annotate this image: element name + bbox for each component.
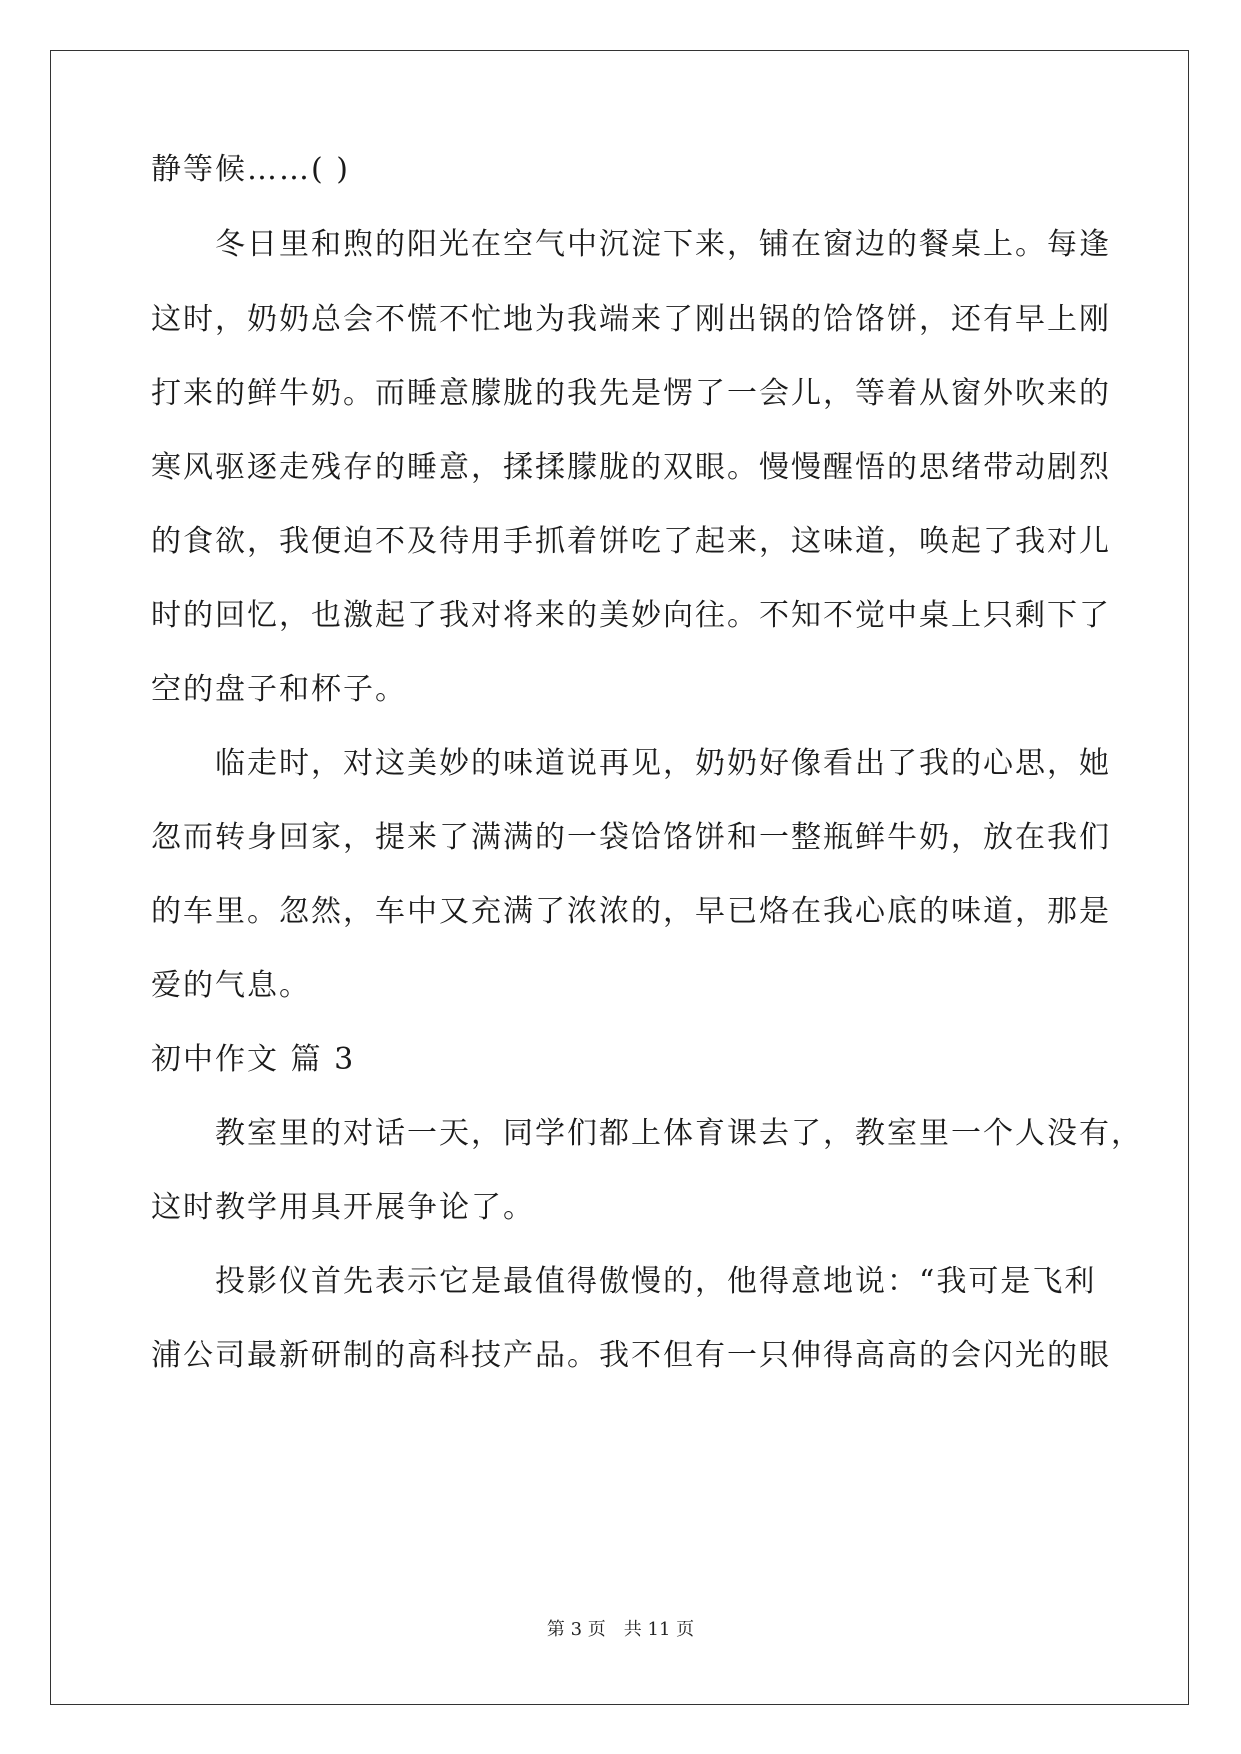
text-line: 忽而转身回家，提来了满满的一袋饸饹饼和一整瓶鲜牛奶，放在我们 <box>151 820 1111 855</box>
text-line: 教室里的对话一天，同学们都上体育课去了，教室里一个人没有， <box>151 1116 1143 1151</box>
text-line: 空的盘子和杯子。 <box>151 672 407 707</box>
text-line: 冬日里和煦的阳光在空气中沉淀下来，铺在窗边的餐桌上。每逢 <box>151 227 1111 262</box>
text-line: 时的回忆，也激起了我对将来的美妙向往。不知不觉中桌上只剩下了 <box>151 598 1111 633</box>
page-number-footer: 第 3 页 共 11 页 <box>546 1619 695 1640</box>
text-line: 的食欲，我便迫不及待用手抓着饼吃了起来，这味道，唤起了我对儿 <box>151 524 1111 559</box>
text-line: 的车里。忽然，车中又充满了浓浓的，早已烙在我心底的味道，那是 <box>151 894 1111 929</box>
text-line: 爱的气息。 <box>151 968 311 1003</box>
page-border <box>50 50 1189 1705</box>
text-line: 浦公司最新研制的高科技产品。我不但有一只伸得高高的会闪光的眼 <box>151 1338 1111 1373</box>
section-heading: 初中作文 篇 3 <box>151 1042 356 1077</box>
text-line: 临走时，对这美妙的味道说再见，奶奶好像看出了我的心思，她 <box>151 746 1111 781</box>
text-line: 投影仪首先表示它是最值得傲慢的，他得意地说：“我可是飞利 <box>151 1264 1097 1299</box>
text-line: 寒风驱逐走残存的睡意，揉揉朦胧的双眼。慢慢醒悟的思绪带动剧烈 <box>151 450 1111 485</box>
text-line: 这时，奶奶总会不慌不忙地为我端来了刚出锅的饸饹饼，还有早上刚 <box>151 302 1111 337</box>
text-line: 打来的鲜牛奶。而睡意朦胧的我先是愣了一会儿，等着从窗外吹来的 <box>151 376 1111 411</box>
text-line: 这时教学用具开展争论了。 <box>151 1190 535 1225</box>
text-line: 静等候……( ) <box>151 152 350 187</box>
